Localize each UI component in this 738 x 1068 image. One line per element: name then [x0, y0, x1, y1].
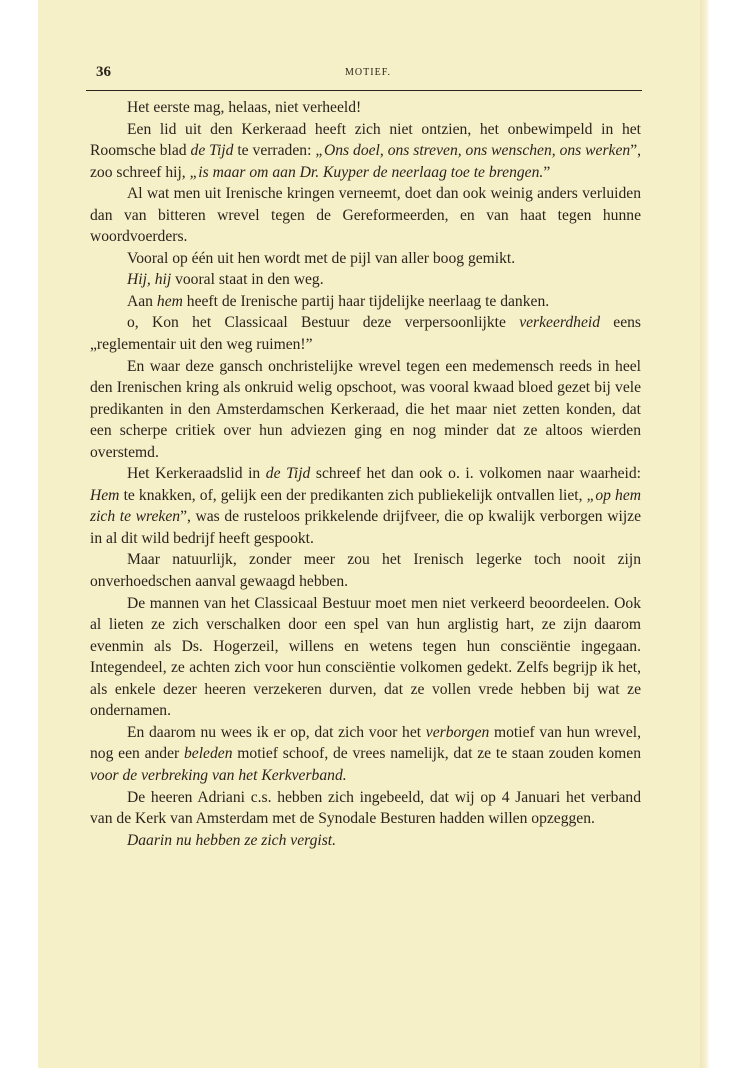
- page-edge: [700, 0, 710, 1068]
- paragraph: Het eerste mag, helaas, niet verheeld!: [127, 99, 362, 116]
- running-title: MOTIEF.: [345, 67, 391, 78]
- paragraph: De heeren Adriani c.s. hebben zich ingebeeld, dat wij op 4 Januari het verband van de Kerk van Amsterdam met de Synodale Besturen hadden willen opzeggen.: [90, 788, 641, 828]
- page-number: 36: [96, 64, 111, 80]
- paragraph: Maar natuurlijk, zonder meer zou het Irenisch legerke toch nooit zijn onverhoedschen aanval gewaagd hebben.: [90, 551, 641, 591]
- paragraph: Het Kerkeraadslid in de Tijd schreef het dan ook o. i. volkomen naar waarheid: Hem te knakken, of, gelijk een der predikanten zich publiekelijk ontvallen liet, „op hem zich te wreken”, was de rusteloos prikkelende drijfveer, die op kwalijk verborgen wijze in al dit wild bedrijf heeft gespookt.: [90, 465, 642, 547]
- body-text: [90, 97, 641, 851]
- paragraph: Een lid uit den Kerkeraad heeft zich niet ontzien, het onbewimpeld in het Roomsche blad de Tijd te verraden: „Ons doel, ons streven, ons wenschen, ons werken”, zoo schreef hij, „is maar om aan Dr. Kuyper de neerlaag toe te brengen.”: [90, 120, 642, 181]
- paragraph: Al wat men uit Irenische kringen verneemt, doet dan ook weinig anders verluiden dan van bitteren wrevel tegen de Gereformeerden, en van haat tegen hunne woordvoerders.: [90, 185, 641, 246]
- paragraph: En daarom nu wees ik er op, dat zich voor het verborgen motief van hun wrevel, nog een ander beleden motief schoof, de vrees namelijk, dat ze te staan zouden komen voor de verbreking van het Kerkverband.: [90, 723, 641, 784]
- paragraph: o, Kon het Classicaal Bestuur deze verpersoonlijkte verkeerdheid eens „reglementair uit den weg ruimen!”: [90, 314, 642, 354]
- page-header: [96, 64, 640, 86]
- paragraph: Aan hem heeft de Irenische partij haar tijdelijke neerlaag te danken.: [127, 292, 550, 310]
- paragraph: Hij, hij vooral staat in den weg.: [127, 271, 324, 289]
- paragraph: Vooral op één uit hen wordt met de pijl van aller boog gemikt.: [127, 249, 516, 267]
- paragraph: En waar deze gansch onchristelijke wrevel tegen een medemensch reeds in heel den Irenischen kring als onkruid welig opschoot, was vooral kwaad bloed gezet bij vele predikanten in den Amsterdamschen Kerkeraad, die het maar niet zetten konden, dat een scherpe critiek over hun adviezen ging en nog minder dat ze altoos wierden overstemd.: [90, 357, 641, 461]
- paragraph: De mannen van het Classicaal Bestuur moet men niet verkeerd beoordeelen. Ook al lieten ze zich verschalken door een spel van hun arglistig hart, ze zijn daarom evenmin als Ds. Hogerzeil, willens en wetens tegen hun consciëntie ingegaan. Integendeel, ze achten zich voor hun consciëntie volkomen gedekt. Zelfs begrijp ik het, als enkele dezer heeren verzekeren durven, dat ze vollen vrede hebben bij wat ze ondernamen.: [90, 594, 641, 720]
- header-rule: [86, 90, 642, 91]
- paragraph: Daarin nu hebben ze zich vergist.: [127, 831, 337, 849]
